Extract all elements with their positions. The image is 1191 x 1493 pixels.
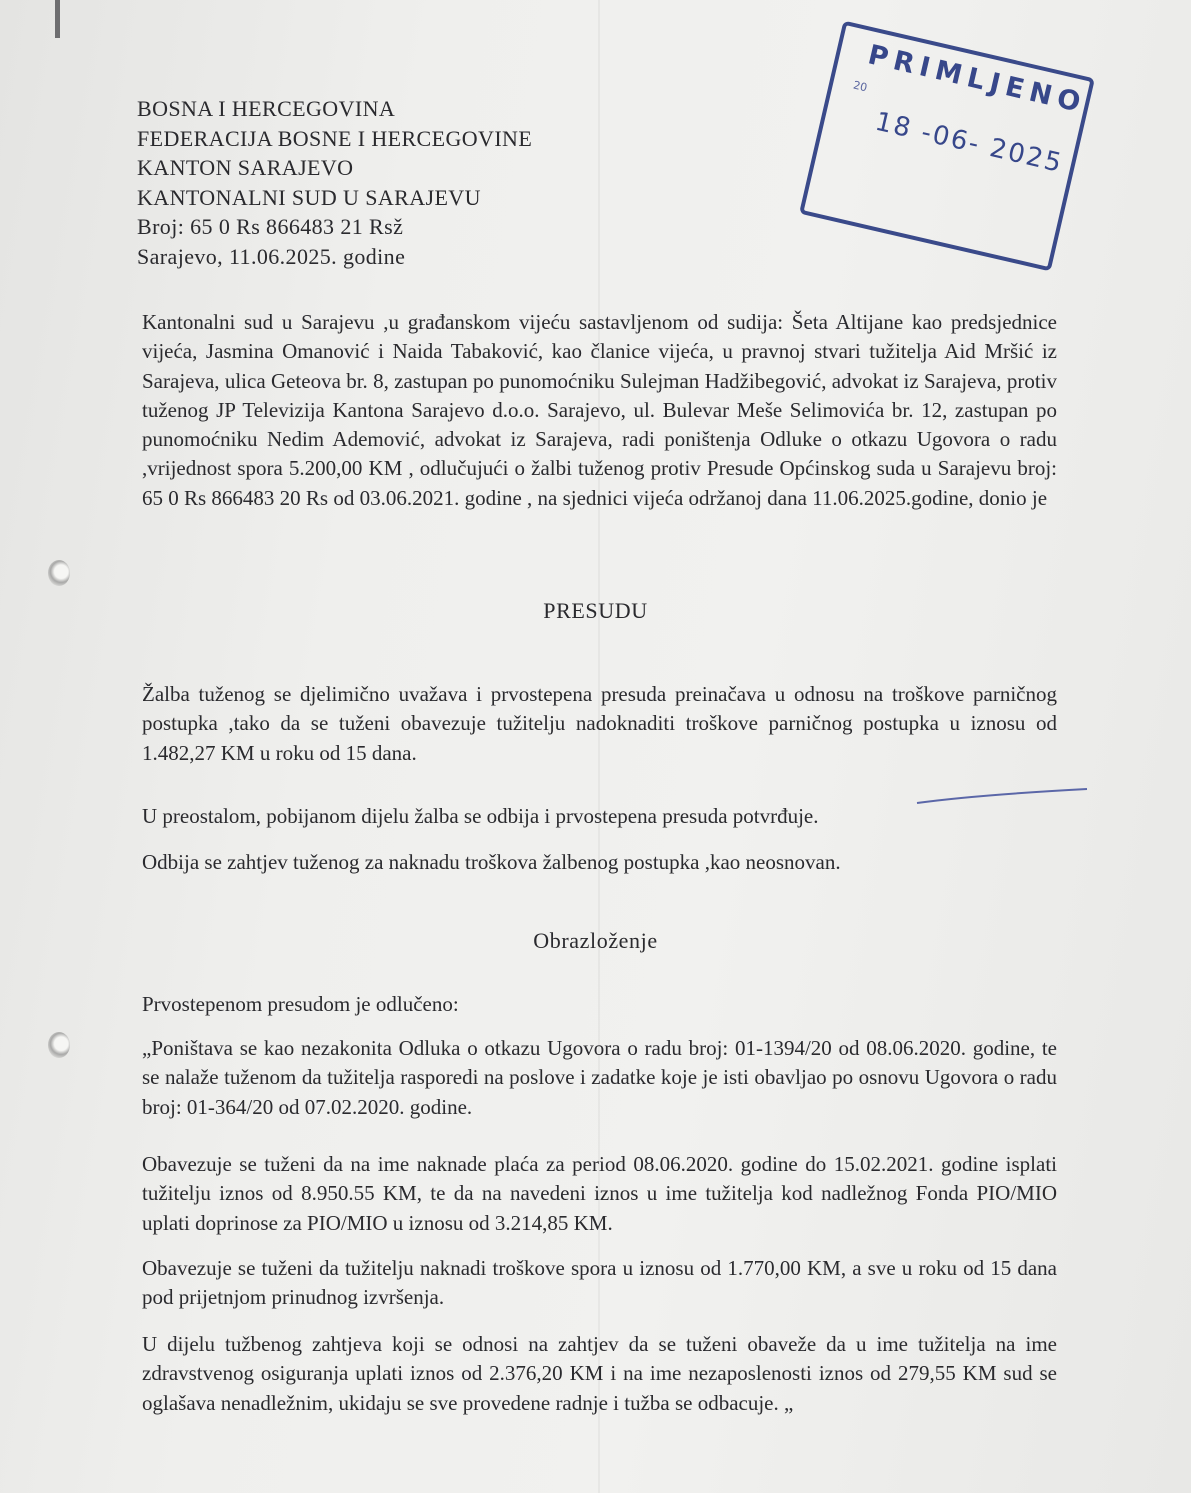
- verdict-item: Odbija se zahtjev tuženog za naknadu troškova žalbenog postupka ,kao neosnovan.: [142, 850, 841, 874]
- verdict-section: [142, 680, 1057, 768]
- stamp-small-text: 20: [851, 78, 869, 95]
- reasoning-section: [142, 1034, 1057, 1122]
- reasoning-item: U dijelu tužbenog zahtjeva koji se odnosi na zahtjev da se tuženi obaveže da u ime tužitelja na ime zdravstvenog osiguranja uplati iznos od 2.376,20 KM i na ime nezaposlenosti iznos od 279,55 KM sud se oglašava nenadležnim, ukidaju se sve provedene radnje i tužba se odbacuje. „: [142, 1332, 1057, 1415]
- intro-text: Kantonalni sud u Sarajevu ,u građanskom vijeću sastavljenom od sudija: Šeta Altijane kao predsjednice vijeća, Jasmina Omanović i Naida Tabaković, kao članice vijeća, u pravnoj stvari tužitelja Aid Mršić iz Sarajeva, ulica Geteova br. 8, zastupan po punomoćniku Sulejman Hadžibegović, advokat iz Sarajeva, protiv tuženog JP Televizija Kantona Sarajevo d.o.o. Sarajevo, ul. Bulevar Meše Selimovića br. 12, zastupan po punomoćniku Nedim Ademović, advokat iz Sarajeva, radi poništenja Odluke o otkazu Ugovora o radu ,vrijednost spora 5.200,00 KM , odlučujući o žalbi tuženog protiv Presude Općinskog suda u Sarajevu broj: 65 0 Rs 866483 20 Rs od 03.06.2021. godine , na sjednici vijeća održanoj dana 11.06.2025.godine, donio je: [142, 310, 1057, 510]
- punch-hole-mark: [48, 560, 70, 586]
- case-number: Broj: 65 0 Rs 866483 21 Rsž: [137, 214, 404, 240]
- punch-hole-mark: [48, 1032, 70, 1058]
- reasoning-section: [142, 990, 1057, 1019]
- reasoning-section: [142, 1330, 1057, 1418]
- verdict-item: Žalba tuženog se djelimično uvažava i prvostepena presuda preinačava u odnosu na troškove parničnog postupka ,tako da se tuženi obavezuje tužitelju nadoknaditi troškove parničnog postupka u iznosu od 1.482,27 KM u roku od 15 dana.: [142, 682, 1057, 765]
- header-court: KANTONALNI SUD U SARAJEVU: [137, 184, 481, 210]
- court-header: [137, 94, 532, 272]
- place-date: Sarajevo, 11.06.2025. godine: [137, 243, 406, 269]
- stamp-date: 18 -06- 2025: [872, 106, 1066, 180]
- reasoning-title: Obrazloženje: [533, 928, 658, 953]
- verdict-item: U preostalom, pobijanom dijelu žalba se odbija i prvostepena presuda potvrđuje.: [142, 804, 819, 828]
- reasoning-section: [142, 1150, 1057, 1238]
- pen-mark: [915, 787, 1090, 807]
- edge-mark: [55, 0, 60, 38]
- intro-paragraph: [142, 308, 1057, 513]
- stamp-title: PRIMLJENO: [865, 39, 1090, 120]
- header-federation: FEDERACIJA BOSNE I HERCEGOVINE: [137, 125, 533, 151]
- verdict-section: [142, 848, 1057, 877]
- reasoning-item: Prvostepenom presudom je odlučeno:: [142, 992, 459, 1016]
- header-country: BOSNA I HERCEGOVINA: [137, 96, 396, 121]
- verdict-title: PRESUDU: [543, 598, 648, 623]
- header-canton: KANTON SARAJEVO: [137, 155, 354, 181]
- reasoning-item: Obavezuje se tuženi da tužitelju naknadi troškove spora u iznosu od 1.770,00 KM, a sve u roku od 15 dana pod prijetnjom prinudnog izvršenja.: [142, 1256, 1057, 1310]
- reasoning-item: „Poništava se kao nezakonita Odluka o otkazu Ugovora o radu broj: 01-1394/20 od 08.06.2020. godine, te se nalaže tuženom da tužitelja rasporedi na poslove i zadatke koje je isti obavljao po osnovu Ugovora o radu broj: 01-364/20 od 07.02.2020. godine.: [142, 1036, 1057, 1119]
- received-stamp: [799, 21, 1095, 272]
- reasoning-item: Obavezuje se tuženi da na ime naknade plaća za period 08.06.2020. godine do 15.02.2021. godine isplati tužitelju iznos od 8.950.55 KM, te da na navedeni iznos u ime tužitelja kod nadležnog Fonda PIO/MIO uplati doprinose za PIO/MIO u iznosu od 3.214,85 KM.: [142, 1152, 1057, 1235]
- reasoning-section: [142, 1254, 1057, 1313]
